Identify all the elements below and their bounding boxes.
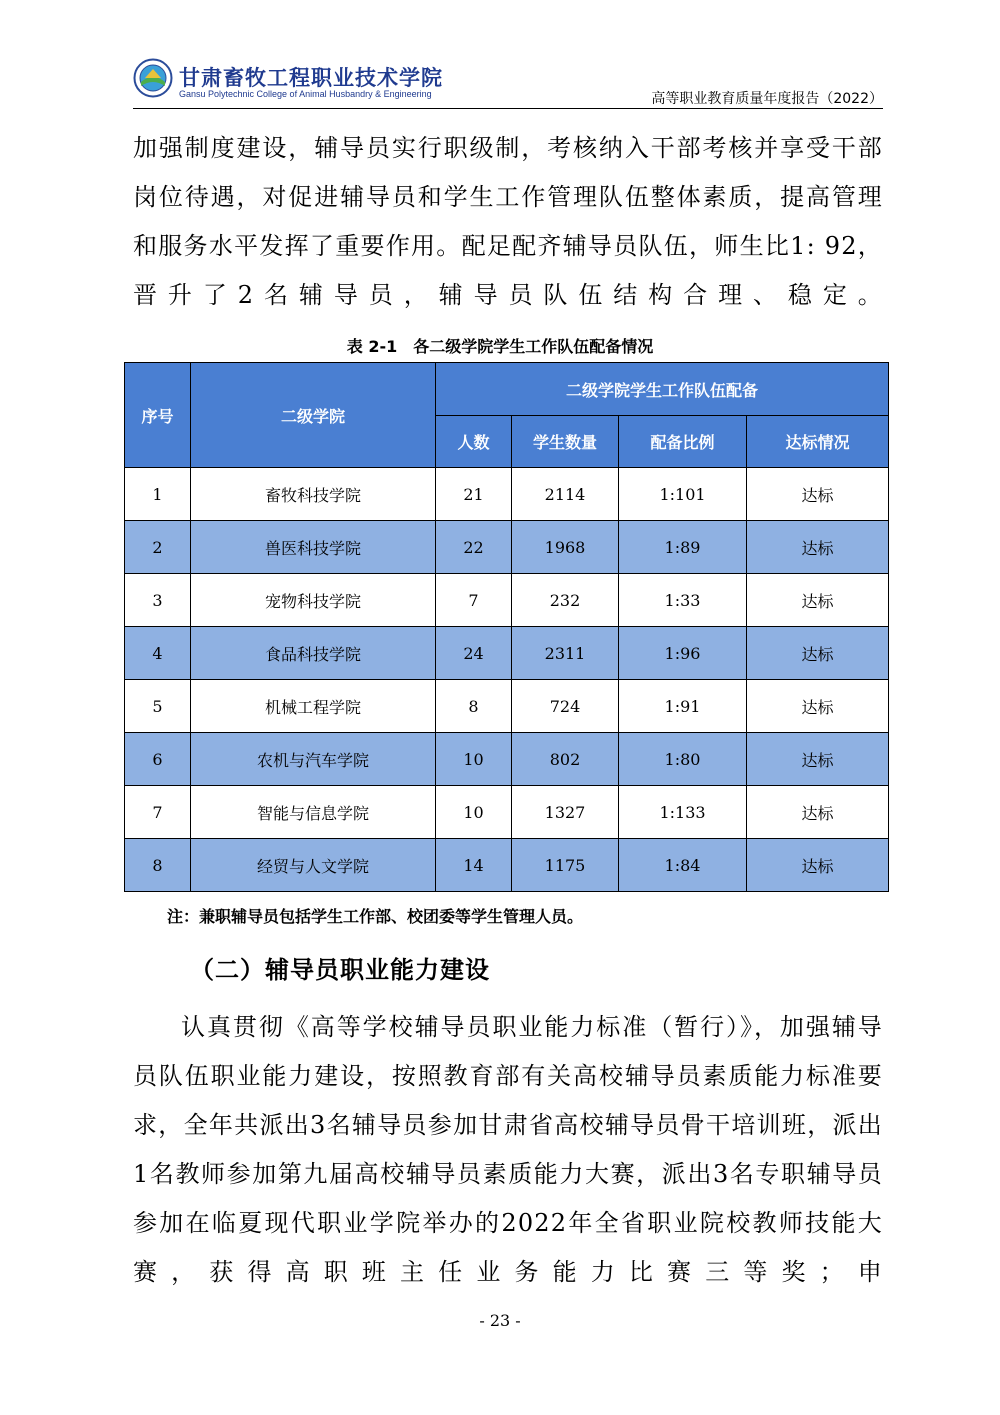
cell-count: 14 — [436, 839, 512, 892]
header-status: 达标情况 — [747, 416, 889, 468]
header-index: 序号 — [125, 363, 191, 468]
table-row — [125, 733, 889, 786]
cell-students: 802 — [512, 733, 619, 786]
cell-college: 经贸与人文学院 — [191, 839, 436, 892]
table-row — [125, 786, 889, 839]
cell-students: 1175 — [512, 839, 619, 892]
cell-index: 4 — [125, 627, 191, 680]
cell-status: 达标 — [747, 839, 889, 892]
cell-count: 22 — [436, 521, 512, 574]
table-row — [125, 574, 889, 627]
school-name-en: Gansu Polytechnic College of Animal Husbandry & Engineering — [179, 89, 432, 99]
cell-students: 2311 — [512, 627, 619, 680]
cell-status: 达标 — [747, 574, 889, 627]
cell-status: 达标 — [747, 521, 889, 574]
cell-college: 食品科技学院 — [191, 627, 436, 680]
cell-index: 3 — [125, 574, 191, 627]
cell-index: 6 — [125, 733, 191, 786]
cell-count: 10 — [436, 786, 512, 839]
cell-ratio: 1:101 — [619, 468, 747, 521]
page-header — [133, 58, 883, 110]
cell-ratio: 1:96 — [619, 627, 747, 680]
cell-index: 1 — [125, 468, 191, 521]
section-heading: （二）辅导员职业能力建设 — [190, 956, 490, 984]
intro-paragraph: 加强制度建设，辅导员实行职级制，考核纳入干部考核并享受干部岗位待遇，对促进辅导员和学生工作管理队伍整体素质，提高管理和服务水平发挥了重要作用。配足配齐辅导员队伍，师生比1: 92，晋升了2名辅导员，辅导员队伍结构合理、稳定。 — [133, 134, 883, 309]
table-row — [125, 680, 889, 733]
staffing-table — [124, 362, 889, 892]
cell-college: 畜牧科技学院 — [191, 468, 436, 521]
cell-students: 724 — [512, 680, 619, 733]
cell-ratio: 1:133 — [619, 786, 747, 839]
cell-index: 2 — [125, 521, 191, 574]
table-row — [125, 468, 889, 521]
header-ratio: 配备比例 — [619, 416, 747, 468]
cell-index: 8 — [125, 839, 191, 892]
cell-ratio: 1:33 — [619, 574, 747, 627]
cell-count: 24 — [436, 627, 512, 680]
header-group: 二级学院学生工作队伍配备 — [436, 363, 889, 416]
school-logo-icon — [133, 58, 173, 98]
table-row — [125, 521, 889, 574]
cell-ratio: 1:91 — [619, 680, 747, 733]
cell-status: 达标 — [747, 627, 889, 680]
cell-students: 1968 — [512, 521, 619, 574]
section-paragraph: 认真贯彻《高等学校辅导员职业能力标准（暂行）》，加强辅导员队伍职业能力建设，按照教育部有关高校辅导员素质能力标准要求，全年共派出3名辅导员参加甘肃省高校辅导员骨干培训班，派出1名教师参加第九届高校辅导员素质能力大赛，派出3名专职辅导员参加在临夏现代职业学院举办的2022年全省职业院校教师技能大赛，获得高职班主任业务能力比赛三等奖；申 — [133, 1013, 883, 1286]
table-row — [125, 839, 889, 892]
table-row — [125, 627, 889, 680]
cell-students: 1327 — [512, 786, 619, 839]
cell-students: 232 — [512, 574, 619, 627]
cell-status: 达标 — [747, 786, 889, 839]
cell-count: 7 — [436, 574, 512, 627]
header-count: 人数 — [436, 416, 512, 468]
cell-students: 2114 — [512, 468, 619, 521]
cell-status: 达标 — [747, 680, 889, 733]
table-note: 注：兼职辅导员包括学生工作部、校团委等学生管理人员。 — [167, 907, 584, 926]
cell-ratio: 1:84 — [619, 839, 747, 892]
cell-ratio: 1:80 — [619, 733, 747, 786]
header-students: 学生数量 — [512, 416, 619, 468]
cell-college: 宠物科技学院 — [191, 574, 436, 627]
cell-index: 5 — [125, 680, 191, 733]
cell-college: 兽医科技学院 — [191, 521, 436, 574]
cell-college: 机械工程学院 — [191, 680, 436, 733]
cell-status: 达标 — [747, 468, 889, 521]
table-caption: 表 2-1 各二级学院学生工作队伍配备情况 — [346, 337, 654, 356]
page-number: - 23 - — [479, 1311, 521, 1330]
header-college: 二级学院 — [191, 363, 436, 468]
cell-count: 10 — [436, 733, 512, 786]
report-title: 高等职业教育质量年度报告（2022） — [651, 91, 883, 107]
cell-ratio: 1:89 — [619, 521, 747, 574]
school-name-cn: 甘肃畜牧工程职业技术学院 — [179, 66, 443, 90]
cell-count: 8 — [436, 680, 512, 733]
cell-count: 21 — [436, 468, 512, 521]
cell-index: 7 — [125, 786, 191, 839]
cell-college: 智能与信息学院 — [191, 786, 436, 839]
header-divider — [133, 108, 883, 109]
cell-college: 农机与汽车学院 — [191, 733, 436, 786]
cell-status: 达标 — [747, 733, 889, 786]
